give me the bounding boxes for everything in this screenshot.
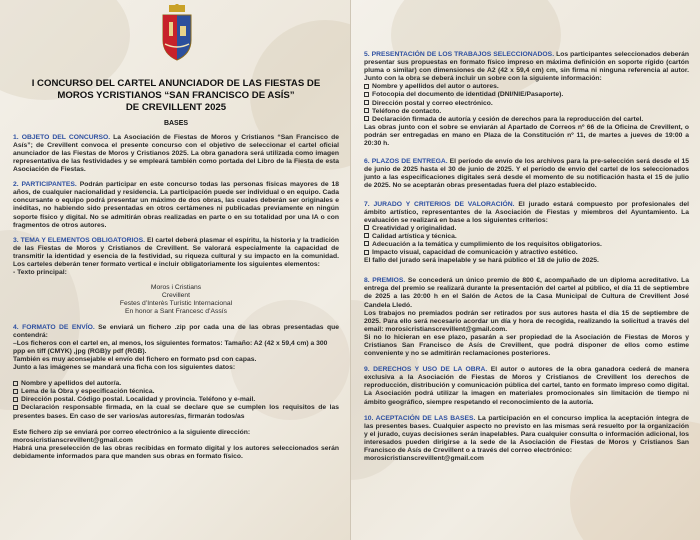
right-page (350, 0, 700, 540)
doc-title-line-2: MOROS YCRISTIANOS “SAN FRANCISCO DE ASÍS” (57, 90, 295, 102)
section-1-text: La Asociación de Fiestas de Moros y Cristianos “San Francisco de Asís”; de Crevillent convoca el presente concurso con el objetivo de seleccionar el cartel oficial anunciador de las Fiestas de Moros y Cristianos 2025. La obra ganadora será utilizada como imagen representativa de las festividades y se empleará también como portada del Libro de la Fiesta de esta Asociación de Fiestas. (13, 133, 339, 174)
section-10-text: La participación en el concurso implica la aceptación íntegra de las presentes bases. Cualquier aspecto no previsto en las mismas será resuelto por la organización y el jurado, cuyas decisiones serán inapelables. Para cualquier consulta o información adicional, los interesados pueden dirigirse a la sede de la Asociación de Fiestas de Moros y Cristianos San Francisco de Asís de Crevillent o a través del correo electrónico: (364, 414, 689, 455)
section-7-label: 7. JURADO Y CRITERIOS DE VALORACIÓN. (364, 200, 515, 208)
section-3-label: 3. TEMA Y ELEMENTOS OBLIGATORIOS. (13, 236, 145, 244)
list-item: Impacto visual, capacidad de comunicación y atractivo estético. (364, 249, 689, 257)
section-9 (364, 366, 689, 406)
doc-title-line-1: I CONCURSO DEL CARTEL ANUNCIADOR DE LAS FIESTAS DE (31, 78, 321, 89)
list-item: Declaración firmada de autoría y cesión de derechos para la reproducción del cartel. (364, 116, 689, 124)
left-content (13, 78, 339, 461)
email-instruction: Este fichero zip se enviará por correo electrónico a la siguiente dirección: (13, 428, 251, 436)
checkbox-square-icon (13, 405, 18, 410)
principal-line-1: Moros i Cristians (150, 284, 202, 292)
contact-email-footer: morosicristianscrevillent@gmail.com (364, 455, 484, 463)
section-1 (13, 134, 339, 174)
list-item: Teléfono de contacto. (364, 108, 689, 116)
section-3 (13, 237, 339, 269)
checkbox-square-icon (364, 225, 369, 230)
list-item: Declaración responsable firmada, en la cual se declare que se cumplen los requisitos de las presentes bases. En caso de ser varios/as autores/as, firmarán todos/as (13, 404, 339, 420)
checkbox-square-icon (364, 241, 369, 246)
bases-heading: BASES (163, 119, 189, 127)
section-10 (364, 415, 689, 455)
checkbox-square-icon (13, 389, 18, 394)
checkbox-square-icon (364, 84, 369, 89)
section-8-text: Se concederá un único premio de 800 €, acompañado de un diploma acreditativo. La entrega del premio se realizará durante la presentación del cartel al público, el día 11 de septiembre de 2025 a las 20:00 h en el Salón de Actos de la Casa Municipal de Cultura de Crevillent José Candela Lledó. (364, 277, 689, 309)
section-5-label: 5. PRESENTACIÓN DE LOS TRABAJOS SELECCIONADOS. (364, 51, 555, 58)
section-10-label: 10. ACEPTACIÓN DE LAS BASES. (364, 414, 476, 422)
list-item: Fotocopia del documento de identidad (DNI/NIE/Pasaporte). (364, 91, 689, 99)
list-item: Dirección postal. Código postal. Localidad y provincia. Teléfono y e-mail. (13, 396, 339, 404)
checkbox-square-icon (364, 108, 369, 113)
principal-line-2: Crevillent (161, 292, 191, 300)
section-6-text: El período de envío de los archivos para la pre-selección será desde el 15 de junio de 2025 hasta el 30 de junio de 2025. Y el período de envío del cartel de los seleccionados junto a las especificaciones digitales será desde el momento de su notificación hasta el 15 de julio de 2025. No se aceptarán obras presentadas fuera del plazo establecido. (364, 158, 689, 190)
crevillent-coat-of-arms-icon (157, 4, 197, 62)
texto-principal-block (13, 284, 339, 316)
section-8-ownership: Si no lo hicieran en ese plazo, pasarán a ser propiedad de la Asociación de Fiestas de Moros y Cristianos San Francisco de Asís de Crevillent, que podrá disponer de ellos como estime conveniente y no se admitirán reclamaciones posteriores. (364, 333, 689, 358)
section-7-text: El jurado estará compuesto por profesionales del ámbito artístico, representantes de la Asociación de Fiestas y miembros del Ayuntamiento. La evaluación se realizará en base a los siguientes criterios: (364, 200, 689, 224)
section-8-label: 8. PREMIOS. (364, 277, 406, 285)
section-1-label: 1. OBJETO DEL CONCURSO. (13, 133, 111, 141)
section-5 (364, 51, 689, 83)
checkbox-square-icon (364, 250, 369, 255)
list-item: Nombre y apellidos del autor/a. (13, 380, 339, 388)
texto-principal-label: - Texto principal: (13, 269, 67, 277)
section-7 (364, 201, 689, 225)
section-6-label: 6. PLAZOS DE ENTREGA. (364, 158, 448, 166)
section-4-formats: –Los ficheros con el cartel en, al menos, los siguientes formatos: Tamaño: A2 (42 x 59,4 cm) a 300 ppp en tiff (CMYK) ,jpg (RGB)y pdf (RGB). (13, 339, 328, 355)
checkbox-square-icon (13, 397, 18, 402)
section-4-ficha: Junto a las imágenes se mandará una ficha con los siguientes datos: (13, 364, 236, 372)
list-item: Nombre y apellidos del autor o autores. (364, 83, 689, 91)
section-4-text: Se enviará un fichero .zip por cada una de las obras presentadas que contendrá: (13, 323, 339, 339)
checkbox-square-icon (13, 381, 18, 386)
doc-title-line-3: DE CREVILLENT 2025 (125, 102, 227, 114)
list-item: Calidad artística y técnica. (364, 233, 689, 241)
checkbox-square-icon (364, 100, 369, 105)
section-9-text: El autor o autores de la obra ganadora cederá de manera exclusiva a la Asociación de Fiestas de Moros y Cristianos de Crevillent los derechos de reproducción, distribución y comunicación pública del cartel, tanto en formato impreso como digital. La Asociación podrá utilizar la imagen en materiales promocionales sin limitación de tiempo ni ámbito geográfico, siempre respetando el reconocimiento de la autoría. (364, 366, 689, 406)
section-8-pickup: Los trabajos no premiados podrán ser retirados por sus autores hasta el día 15 de septiembre de 2025. Para ello será necesario acordar un día y hora de recogida, realizando la solicitud a través del email: morosicristianscrevillent@gmail.com. (364, 309, 689, 333)
list-item: Lema de la Obra y especificación técnica. (13, 388, 339, 396)
section-5-delivery: Las obras junto con el sobre se enviarán al Apartado de Correos nº 66 de la Oficina de Crevillent, o podrán ser entregadas en mano en Plaza de la Constitución nº 11, de martes a jueves de 19:00 a 20:30 h. (364, 123, 689, 148)
checkbox-square-icon (364, 92, 369, 97)
list-item: Creatividad y originalidad. (364, 225, 689, 233)
section-4 (13, 324, 339, 340)
section-2-text: Podrán participar en este concurso todas las personas físicas mayores de 18 años, de cualquier nacionalidad y residencia. La participación puede ser individual o en equipo. Cada concursante o equipo podrá presentar un máximo de dos obras, las cuales deberán ser originales e inéditas, no habiendo sido presentadas en otros certámenes ni publicadas previamente en ningún soporte físico y digital. No se admitirán obras realizadas en parte o en su totalidad por una IA o con fragmentos de otros autores. (13, 181, 339, 229)
right-content (364, 51, 689, 463)
section-6 (364, 158, 689, 190)
section-3-text: El cartel deberá plasmar el espíritu, la historia y la tradición de las Fiestas de Moros y Cristianos de Crevillent. Se valorará especialmente la capacidad de transmitir la identidad y esencia de la festividad, su riqueza cultural y su impacto en la comunidad. Los carteles deberán tener formato vertical e incluir obligatoriamente los siguientes elementos: (13, 236, 339, 269)
section-4-psd: También es muy aconsejable el envío del fichero en formato psd con capas. (13, 355, 257, 363)
list-item: Dirección postal y correo electrónico. (364, 100, 689, 108)
section-5-text: Los participantes seleccionados deberán presentar sus propuestas en formato físico impreso en máxima definición en soporte rígido (cartón pluma o similar) con dimensiones de A2 (42 x 59,4 cm) cm, sin firma ni ninguna referencia al autor. Junto con la obra se deberá incluir un sobre con la siguiente información: (364, 51, 690, 83)
preselection-text: Habrá una preselección de las obras recibidas en formato digital y los autores seleccionados serán debidamente informados para que manden sus obras en formato físico. (13, 444, 339, 460)
contact-email: morosicristianscrevillent@gmail.com (13, 436, 133, 444)
checkbox-square-icon (364, 116, 369, 121)
section-4-label: 4. FORMATO DE ENVÍO. (13, 323, 95, 331)
list-item: Adecuación a la temática y cumplimiento de los requisitos obligatorios. (364, 241, 689, 249)
checkbox-square-icon (364, 233, 369, 238)
section-9-label: 9. DERECHOS Y USO DE LA OBRA. (364, 366, 488, 374)
principal-line-3: Festes d’Interès Turístic Internacional (119, 300, 233, 308)
jury-verdict: El fallo del jurado será inapelable y se hará público el 18 de julio de 2025. (364, 257, 599, 265)
section-2 (13, 181, 339, 230)
principal-line-4: En honor a Sant Francesc d’Assís (124, 308, 228, 316)
section-8 (364, 277, 689, 309)
section-2-label: 2. PARTICIPANTES. (13, 181, 77, 189)
